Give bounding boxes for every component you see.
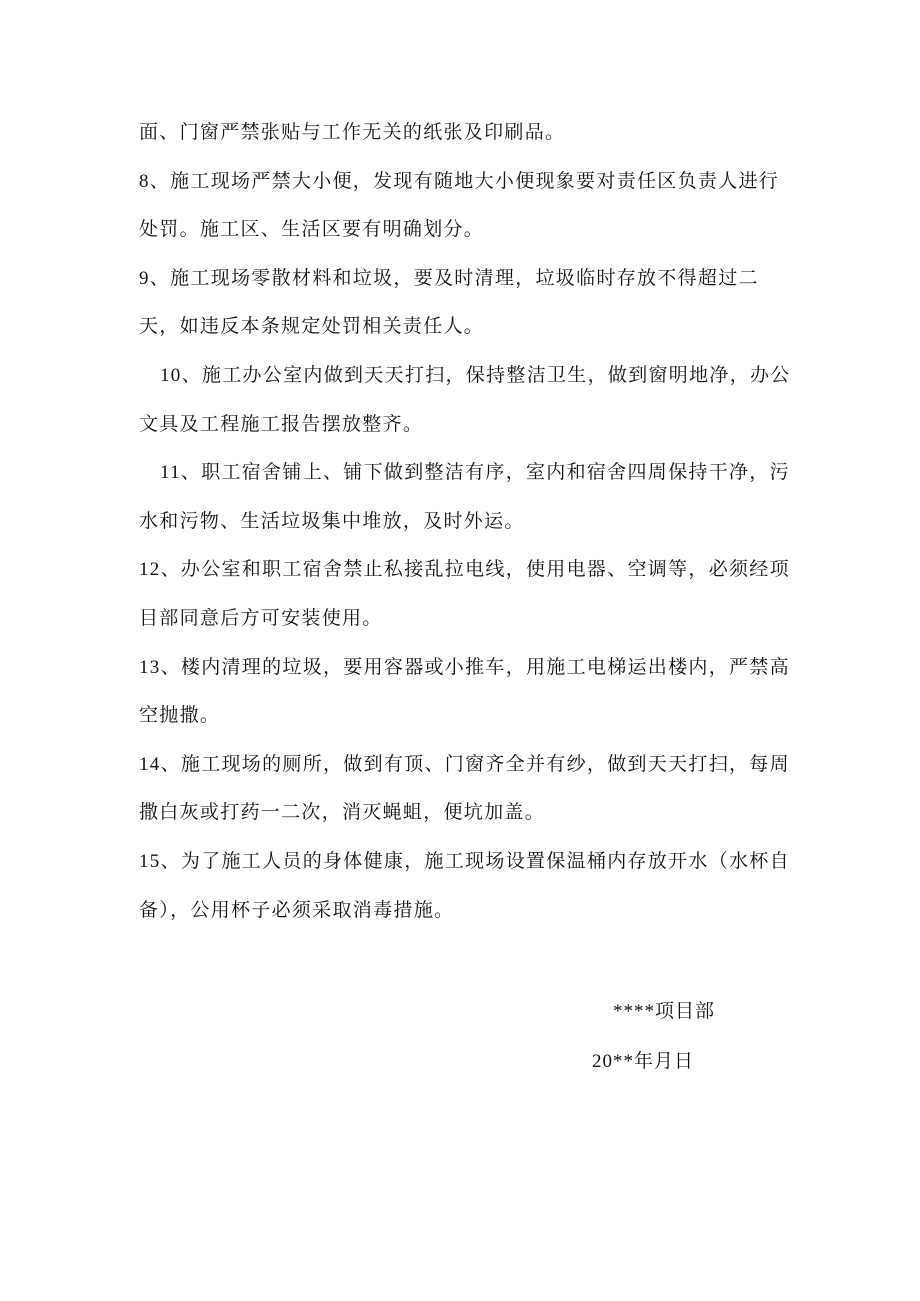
rule-13-line: 13、楼内清理的垃圾，要用容器或小推车，用施工电梯运出楼内，严禁高: [139, 656, 790, 678]
rule-12-line: 12、办公室和职工宿舍禁止私接乱拉电线，使用电器、空调等，必须经项: [139, 559, 790, 581]
document-body: [139, 109, 819, 935]
text-line: 空抛撒。: [139, 705, 221, 727]
text-line: 目部同意后方可安装使用。: [139, 607, 383, 629]
rule-8-line: 8、施工现场严禁大小便，发现有随地大小便现象要对责任区负责人进行: [139, 170, 780, 192]
rule-15-line: 15、为了施工人员的身体健康，施工现场设置保温桶内存放开水（水杯自: [139, 850, 790, 872]
rule-14-line: 14、施工现场的厕所，做到有顶、门窗齐全并有纱，做到天天打扫，每周: [139, 753, 790, 775]
text-line: 撒白灰或打药一二次，消灭蝇蛆，便坑加盖。: [139, 802, 546, 824]
text-line: 处罚。施工区、生活区要有明确划分。: [139, 219, 485, 241]
text-line: 天，如违反本条规定处罚相关责任人。: [139, 316, 485, 338]
signature-date: 20**年月日: [592, 1051, 695, 1072]
rule-9-line: 9、施工现场零散材料和垃圾，要及时清理，垃圾临时存放不得超过二: [139, 267, 759, 289]
signature-organization: ****项目部: [613, 1001, 716, 1022]
text-line: 面、门窗严禁张贴与工作无关的纸张及印刷品。: [139, 122, 566, 143]
text-line: 文具及工程施工报告摆放整齐。: [139, 413, 424, 435]
text-line: 备），公用杯子必须采取消毒措施。: [139, 899, 455, 921]
text-line: 水和污物、生活垃圾集中堆放，及时外运。: [139, 510, 525, 532]
rule-11-line: 11、职工宿舍铺上、铺下做到整洁有序，室内和宿舍四周保持干净，污: [160, 462, 790, 484]
rule-10-line: 10、施工办公室内做到天天打扫，保持整洁卫生，做到窗明地净，办公: [160, 364, 791, 386]
